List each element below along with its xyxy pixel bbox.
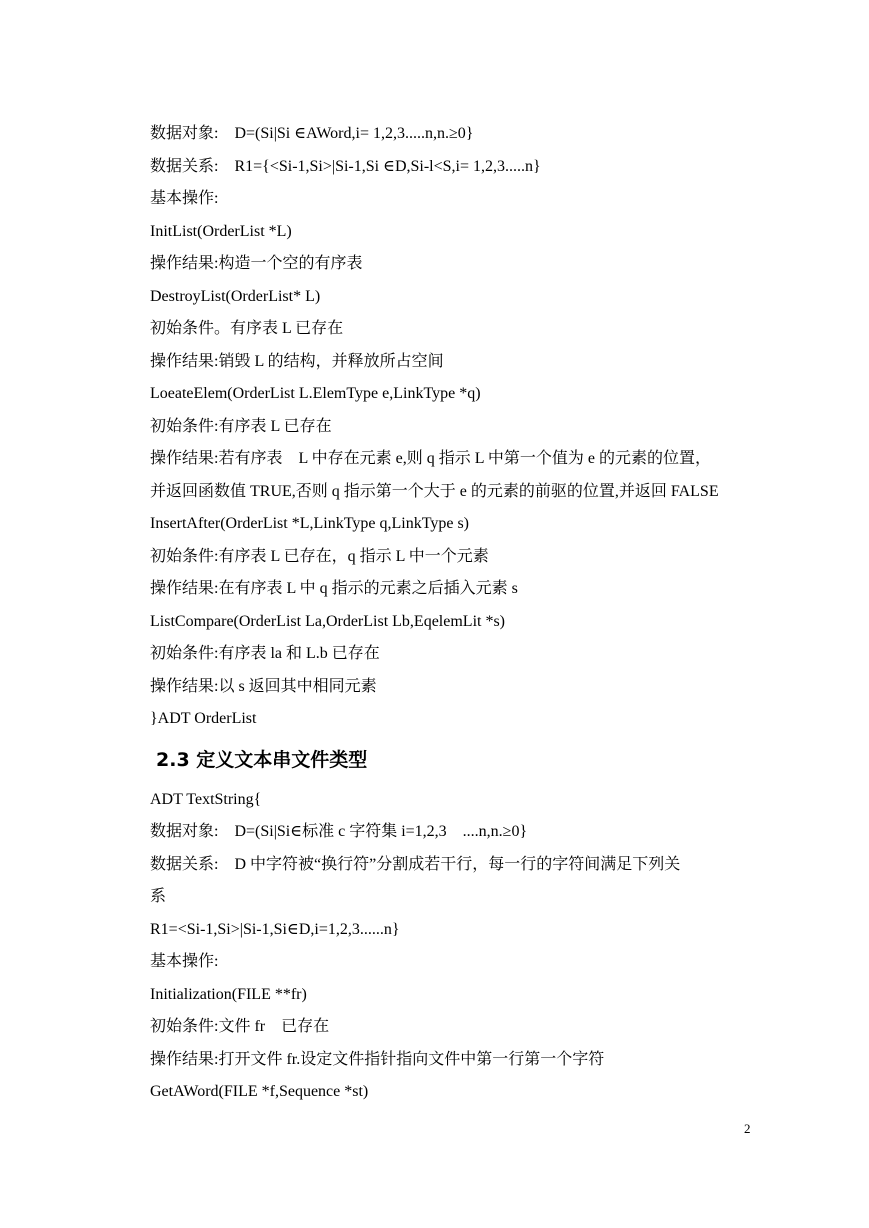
text-line: 基本操作: — [150, 190, 219, 207]
text-line: 数据对象: D=(Si|Si∈标准 c 字符集 i=1,2,3 ....n,n.≥0} — [150, 823, 528, 840]
text-line: 操作结果:构造一个空的有序表 — [150, 255, 363, 272]
text-line: 初始条件:有序表 la 和 L.b 已存在 — [150, 645, 380, 662]
text-line: ListCompare(OrderList La,OrderList Lb,EqelemLit *s) — [150, 612, 506, 630]
text-line: 操作结果:以 s 返回其中相同元素 — [150, 677, 377, 695]
page-number: 2 — [744, 1121, 751, 1136]
text-line: LoeateElem(OrderList L.ElemType e,LinkType *q) — [150, 385, 481, 402]
text-line: 数据关系: R1={<Si-1,Si>|Si-1,Si ∈D,Si-l<S,i= 1,2,3.....n} — [150, 157, 541, 175]
text-line: InsertAfter(OrderList *L,LinkType q,LinkType s) — [150, 515, 469, 532]
section-heading: 2.3 定义文本串文件类型 — [156, 748, 368, 771]
text-line: 基本操作: — [150, 953, 219, 970]
text-line: 数据对象: D=(Si|Si ∈AWord,i= 1,2,3.....n,n.≥0} — [150, 125, 474, 142]
text-line: InitList(OrderList *L) — [150, 222, 292, 240]
text-line: 初始条件:文件 fr 已存在 — [150, 1018, 330, 1035]
text-line: 并返回函数值 TRUE,否则 q 指示第一个大于 e 的元素的前驱的位置,并返回 FALSE — [150, 482, 719, 500]
text-line: ADT TextString{ — [150, 790, 262, 808]
text-line: 操作结果:若有序表 L 中存在元素 e,则 q 指示 L 中第一个值为 e 的元素的位置， — [150, 450, 712, 467]
text-line: 数据关系: D 中字符被“换行符”分割成若干行，每一行的字符间满足下列关 — [150, 855, 681, 873]
text-line: }ADT OrderList — [150, 710, 257, 727]
text-line: 系 — [150, 888, 167, 905]
text-line: DestroyList(OrderList* L) — [150, 287, 321, 305]
text-line: 操作结果:在有序表 L 中 q 指示的元素之后插入元素 s — [150, 580, 518, 597]
page-content — [150, 118, 790, 1109]
text-line: 初始条件:有序表 L 已存在，q 指示 L 中一个元素 — [150, 547, 489, 565]
text-line: R1=<Si-1,Si>|Si-1,Si∈D,i=1,2,3......n} — [150, 920, 400, 938]
text-line: GetAWord(FILE *f,Sequence *st) — [150, 1083, 369, 1100]
text-line: Initialization(FILE **fr) — [150, 985, 307, 1003]
text-line: 初始条件。有序表 L 已存在 — [150, 320, 344, 337]
text-line: 操作结果:打开文件 fr.设定文件指针指向文件中第一行第一个字符 — [150, 1050, 605, 1068]
text-line: 初始条件:有序表 L 已存在 — [150, 417, 332, 435]
text-line: 操作结果:销毁 L 的结构，并释放所占空间 — [150, 352, 444, 370]
